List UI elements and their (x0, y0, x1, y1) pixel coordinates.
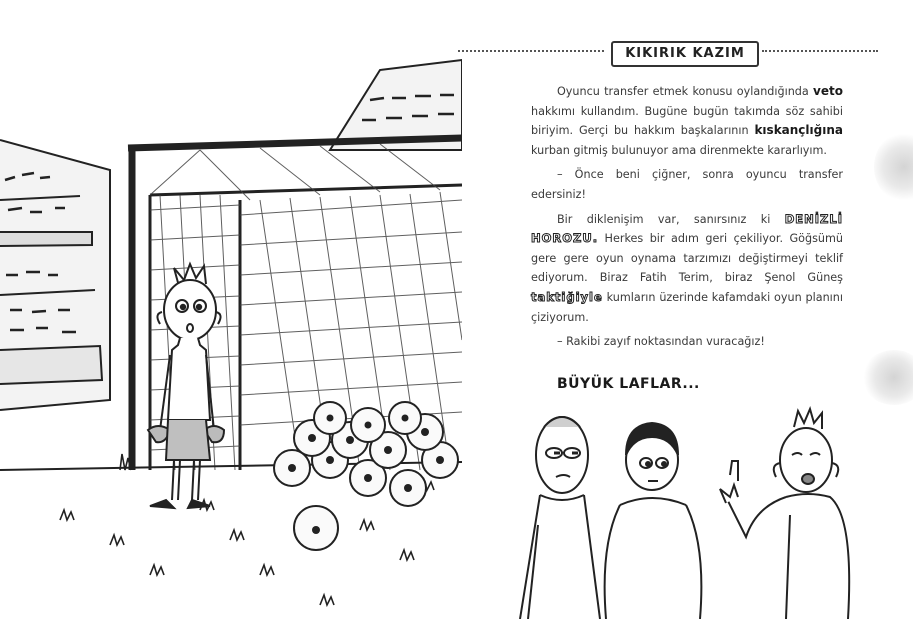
ink-smudge-bottom (862, 350, 913, 405)
paragraph-2: – Önce beni çiğner, sonra oyuncu transfer edersiniz! (531, 168, 843, 201)
emphasis-taktik: taktiğiyle (531, 289, 603, 304)
header-dotted-line-right (762, 50, 878, 52)
paragraph-3 (531, 210, 843, 328)
p1-text-c: kurban gitmiş bulunuyor ama direnmekte kararlıyım. (531, 143, 827, 157)
goalkeeper-boy (148, 264, 224, 508)
emphasis-horoz: DENİZLİ HOROZU. (531, 211, 843, 246)
big-words-line: BÜYÜK LAFLAR... (557, 376, 700, 392)
p1-text-b: hakkımı kullandım. Bugüne bugün takımda söz sahibi biriyim. Gerçi bu hakkım başkalarının (531, 104, 843, 138)
emphasis-veto: veto (813, 84, 843, 98)
paragraph-1 (531, 82, 843, 160)
three-boys-illustration (500, 405, 900, 619)
ink-smudge-top (874, 132, 913, 202)
emphasis-kiskanc: kıskançlığına (754, 123, 843, 138)
p3-text-c: kumların üzerinde kafamdaki oyun planını çiziyorum. (531, 290, 843, 324)
body-text (531, 82, 843, 357)
header-dotted-line-left (458, 50, 604, 52)
paragraph-4: – Rakibi zayıf noktasından vuracağız! (557, 335, 765, 349)
running-header: KIKIRIK KAZIM (611, 41, 759, 67)
p1-text-a: Oyuncu transfer etmek konusu oylandığında (557, 85, 809, 98)
p3-text-a: Bir diklenişim var, sanırsınız ki (557, 212, 771, 226)
stands-left (0, 140, 110, 410)
p3-text-b: Herkes bir adım geri çekiliyor. Göğsümü gere gere oyun oynama tarzımızı değiştirmeyi teklif ediyorum. Biraz Fatih Terim, biraz Şenol Güneş (531, 232, 843, 285)
